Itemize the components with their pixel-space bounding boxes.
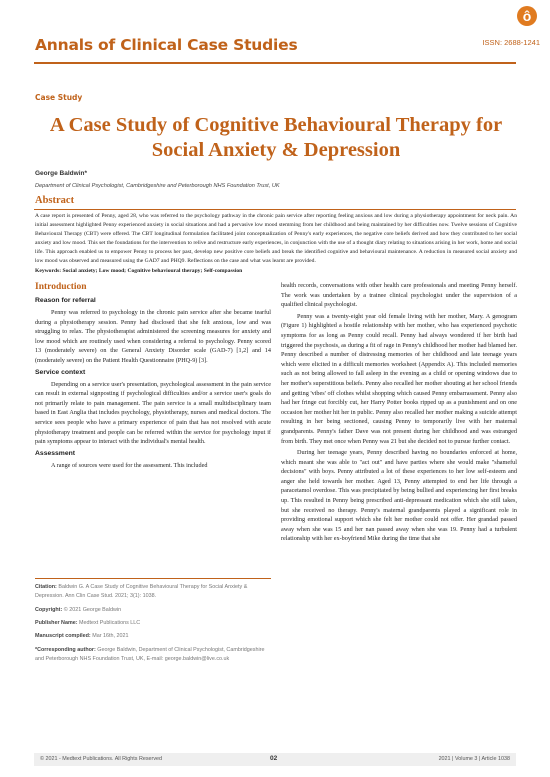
footer-volume: 2021 | Volume 3 | Article 1038 (438, 756, 510, 762)
right-paragraph-1: health records, conversations with other health care professionals and meeting Penny herself. The work was undertaken by a trainee clinical psychologist under the supervision of a qualified clinical psychologist. (281, 282, 517, 309)
page-number: 02 (270, 755, 278, 762)
author-affiliation: Department of Clinical Psychologist, Cambridgeshire and Peterborough NHS Foundation Trust, UK (35, 183, 280, 189)
referral-heading: Reason for referral (35, 297, 96, 304)
abstract-heading: Abstract (35, 195, 75, 206)
abstract-body: A case report is presented of Penny, aged 28, who was referred to the psychology pathway in the chronic pain service after reporting feeling anxious and low during a physiotherapy appointment for neck pain. An initial assessment highlighted Penny experienced anxiety in social situations and had a pervasive low mood stemming from her childhood and being maintained by her difficulties now. Twelve sessions of Cognitive Behavioural Therapy (CBT) were offered. The CBT longitudinal formulation facilitated joint conceptualization of Penny's early experiences, the negative core beliefs derived and how they contributed to her social anxiety and low mood. This set the foundations for the intervention to relive and restructure early experiences, in conjunction with the use of a thought diary relating to situations arising in her work, home and social life. This approach enabled us to empower Penny to process her past, develop new positive core beliefs and break the identified cognitive and behavioural maintenance. A reduction in measured social anxiety and low mood was observed and measured using the GAD7 and PHQ9. Reflections on the case and what was learnt are provided. (35, 213, 517, 264)
citation-text: Baldwin G. A Case Study of Cognitive Behavioural Therapy for Social Anxiety & Depression. Ann Clin Case Stud. 2021; 3(1): 1038. (35, 583, 248, 600)
introduction-heading: Introduction (35, 282, 87, 292)
abstract-divider (34, 209, 516, 210)
manuscript-row (35, 632, 271, 641)
copyright-text: © 2021 George Baldwin (63, 606, 122, 613)
header-divider (34, 62, 516, 64)
citation-row (35, 583, 271, 602)
corresponding-text: George Baldwin, Department of Clinical Psychologist, Cambridgeshire and Peterborough NHS Foundation Trust, UK, E-mail: george.baldwin@live.co.uk (35, 646, 265, 663)
article-title: A Case Study of Cognitive Behavioural Therapy for Social Anxiety & Depression (49, 114, 503, 161)
publisher-text: Medtext Publications LLC (79, 620, 141, 627)
issn: ISSN: 2688-1241 (482, 38, 540, 47)
assessment-heading: Assessment (35, 449, 76, 457)
copyright-row (35, 606, 271, 615)
copyright-label: Copyright: (35, 606, 63, 613)
publisher-label: Publisher Name: (35, 620, 78, 627)
service-context-heading: Service context (35, 368, 86, 376)
journal-title: Annals of Clinical Case Studies (35, 36, 298, 54)
right-paragraph-3: During her teenage years, Penny described having no boundaries enforced at home, which meant she was able to "act out" and have parties where she would make "shameful decisions" with boys. Penny attributed a lot of these experiences to her low self-esteem and anger she held towards her mother. Aged 13, Penny attempted to end her life through a paracetamol overdose. This was precipitated by being bullied and experiencing her first breaks up. This resulted in Penny being prescribed anti-depressant medication which she still takes, but she received no therapy. Penny's maternal grandparents played a significant role in providing emotional support which she felt her mother could not offer. Her grandad passed away when she was 15 and her nan passed away when she was 19. Penny had a turbulent relationship with her ex-boyfriend Mike during the time that she (281, 449, 517, 543)
citation-box (35, 578, 271, 669)
footer-copyright: © 2021 - Medtext Publications. All Rights Reserved (40, 756, 163, 762)
manuscript-text: Mar 16th, 2021 (92, 633, 129, 640)
publisher-row (35, 619, 271, 628)
corresponding-author-row (35, 646, 271, 665)
citation-divider (35, 578, 271, 579)
corresponding-label: *Corresponding author: (35, 646, 96, 653)
author-name: George Baldwin* (35, 170, 88, 177)
keywords: Keywords: Social anxiety; Low mood; Cognitive behavioural therapy; Self-compassion (35, 268, 243, 274)
referral-paragraph: Penny was referred to psychology in the chronic pain service after she became tearful during a physiotherapy session. Penny had disclosed that she felt anxious, low and was struggling to relax. The physiotherapist administered the screening measures for anxiety and low mood which are routinely used when considering a referral to psychology. Penny scored 13 (moderately severe) on the General Anxiety Disorder scale (GAD-7) [1,2] and 14 (moderately severe) on the Patient Health Questionnaire (PHQ-9) [3]. (35, 309, 271, 364)
page-header (0, 0, 550, 80)
assessment-paragraph: A range of sources were used for the assessment. This included (51, 461, 208, 469)
open-access-logo-icon: ô (517, 6, 537, 26)
page-footer (34, 753, 516, 766)
service-context-paragraph: Depending on a service user's presentation, psychological assessment in the pain service can result in external signposting if psychological difficulties and/or a service user's goals do not primarily relate to pain management. The pain service is a small multidisciplinary team based in East Anglia that includes psychology, physiotherapy, nurses and medical doctors. The service sees people who have a primary experience of pain that has not resolved with acute physiotherapy treatment and people can be referred within the service for psychology input if pain symptoms appear to interact with the individual's mental health. (35, 380, 271, 446)
citation-label: Citation: (35, 583, 57, 590)
right-column (281, 281, 517, 546)
manuscript-label: Manuscript compiled: (35, 633, 91, 640)
article-type: Case Study (35, 93, 83, 102)
right-paragraph-2: Penny was a twenty-eight year old female living with her mother, Mary. A genogram (Figure 1) highlighted a hostile relationship with her mother, who has experienced psychotic symptoms for as long as Penny could recall. Penny had always wondered if her birth had triggered the psychosis, as during a fit of rage in Penny's childhood her mother had blamed her. Penny described a number of distressing memories of her childhood and late teenage years which were elicited in a difficult memories worksheet (Appendix A). This included memories such as not being allowed to fall asleep in the evening as a child or opening windows due to her mother's superstitious beliefs. Penny also recalled her mother shouting at her school friends and getting 'vibes' off clothes whilst shopping which caused Penny embarrassment. Penny also had her fringe cut forcibly cut, her Harry Potter books ripped up as a punishment and on one occasion her mother hit her in public. Penny also recalled her mother making a suicide attempt resulting in her being sectioned, causing Penny to temporarily live with her maternal grandparents. Penny's father Dave was not present during her childhood and was estranged from birth. They met once when Penny was 21 but she decided not to pursue further contact. (281, 312, 517, 445)
left-column (35, 281, 271, 472)
